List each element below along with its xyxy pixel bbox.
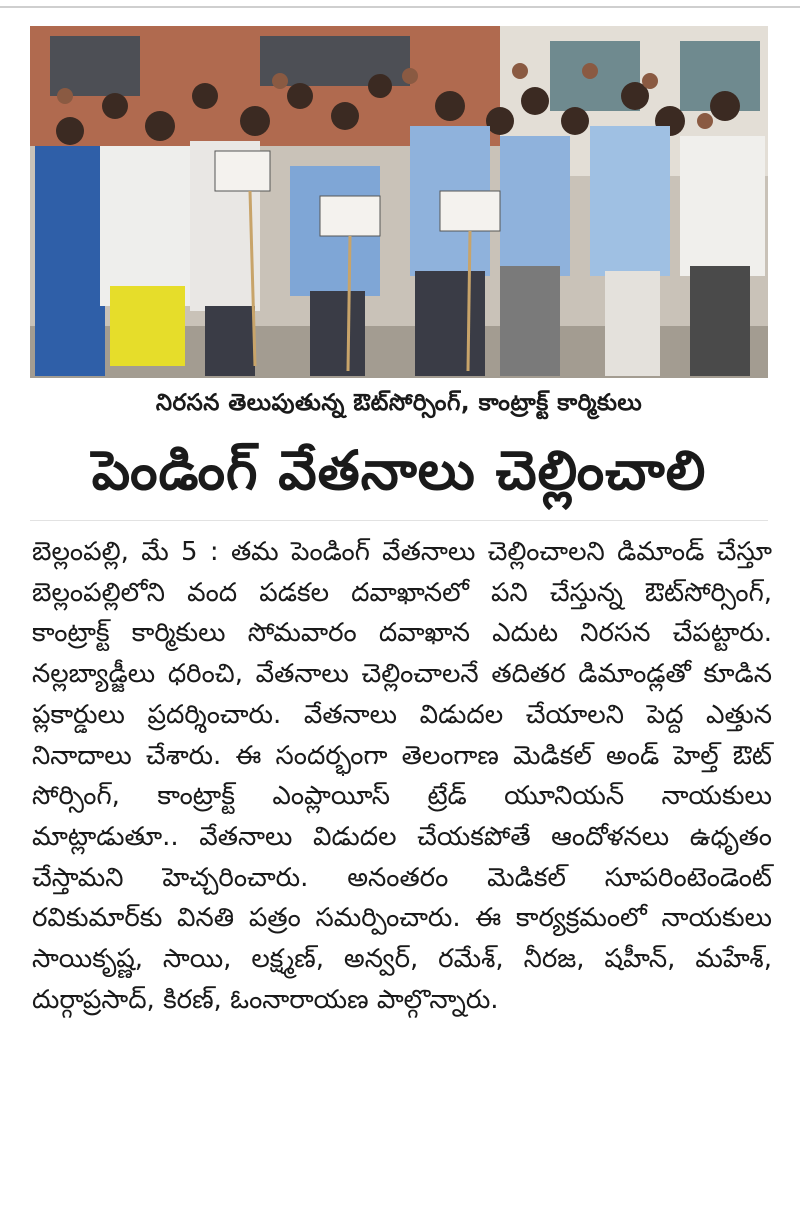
article-headline: పెండింగ్ వేతనాలు చెల్లించాలి — [91, 439, 707, 502]
page-top-rule — [0, 6, 800, 8]
headline-divider — [30, 520, 768, 521]
article-body: బెల్లంపల్లి, మే 5 : తమ పెండింగ్ వేతనాలు చెల్లించాలని డిమాండ్ చేస్తూ బెల్లంపల్లిలోని వంద పడకల దవాఖానలో పని చేస్తున్న ఔట్‌సోర్సింగ్, కాంట్రాక్ట్ కార్మికులు సోమవారం దవాఖాన ఎదుట నిరసన చేపట్టారు. నల్లబ్యాడ్జీలు ధరించి, వేతనాలు చెల్లించాలనే తదితర డిమాండ్లతో కూడిన ప్లకార్డులు ప్రదర్శించారు. వేతనాలు విడుదల చేయాలని పెద్ద ఎత్తున నినాదాలు చేశారు. ఈ సందర్భంగా తెలంగాణ మెడికల్ అండ్ హెల్త్ ఔట్ సోర్సింగ్, కాంట్రాక్ట్ ఎంప్లాయీస్ ట్రేడ్ యూనియన్ నాయకులు మాట్లాడుతూ.. వేతనాలు విడుదల చేయకపోతే ఆందోళనలు ఉధృతం చేస్తామని హెచ్చరించారు. అనంతరం మెడికల్ సూపరింటెండెంట్ రవికుమార్‌కు వినతి పత్రం సమర్పించారు. ఈ కార్యక్రమంలో నాయకులు సాయికృష్ణ, సాయి, లక్ష్మణ్, అన్వర్, రమేశ్, నీరజ, షహీన్, మహేశ్, దుర్గాప్రసాద్, కిరణ్, ఓంనారాయణ పాల్గొన్నారు. — [32, 537, 772, 1015]
protest-photo — [30, 26, 768, 378]
photo-illustration — [30, 26, 768, 378]
photo-caption: నిరసన తెలుపుతున్న ఔట్‌సోర్సింగ్, కాంట్రాక్ట్ కార్మికులు — [155, 390, 643, 416]
